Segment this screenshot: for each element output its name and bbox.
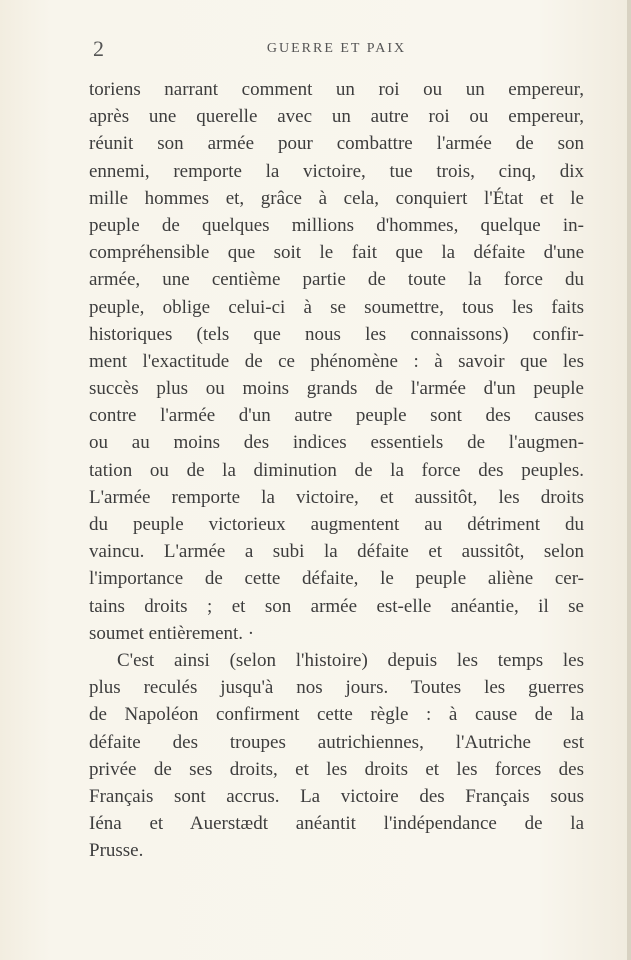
text-line: l'importance de cette défaite, le peuple aliène cer- — [89, 568, 584, 590]
text-line: toriens narrant comment un roi ou un empereur, — [89, 79, 584, 100]
text-line: mille hommes et, grâce à cela, conquiert l'État et le — [89, 187, 584, 209]
text-line: défaite des troupes autrichiennes, l'Autriche est — [89, 731, 584, 753]
text-line: ou au moins des indices essentiels de l'augmen- — [89, 432, 584, 454]
text-line: historiques (tels que nous les connaissons) confir- — [89, 323, 584, 345]
text-line: Français sont accrus. La victoire des Français sous — [89, 785, 584, 807]
body-text — [89, 76, 584, 864]
page-edge-shadow — [627, 0, 631, 960]
page-number: 2 — [93, 36, 104, 61]
text-line: soumet entièrement. · — [89, 622, 255, 644]
text-line: Iéna et Auerstædt anéantit l'indépendance de la — [89, 813, 584, 835]
text-line: C'est ainsi (selon l'histoire) depuis les temps les — [117, 649, 584, 671]
text-line: après une querelle avec un autre roi ou empereur, — [89, 106, 584, 128]
text-line: de Napoléon confirment cette règle : à cause de la — [89, 704, 584, 726]
paragraph-1 — [89, 76, 584, 647]
text-line: tation ou de la diminution de la force des peuples. — [89, 459, 584, 481]
text-line: peuple, oblige celui-ci à se soumettre, tous les faits — [89, 296, 584, 318]
text-line: peuple de quelques millions d'hommes, quelque in- — [89, 214, 584, 236]
text-line: du peuple victorieux augmentent au détriment du — [89, 514, 584, 535]
text-line: contre l'armée d'un autre peuple sont des causes — [89, 405, 584, 427]
text-line: L'armée remporte la victoire, et aussitôt, les droits — [89, 486, 584, 508]
text-line: succès plus ou moins grands de l'armée d'un peuple — [89, 378, 584, 400]
text-line: compréhensible que soit le fait que la défaite d'une — [89, 242, 584, 264]
paragraph-2 — [89, 647, 584, 865]
page-header — [89, 36, 584, 66]
text-line: vaincu. L'armée a subi la défaite et aussitôt, selon — [89, 541, 584, 563]
text-line: tains droits ; et son armée est-elle anéantie, il se — [89, 595, 584, 617]
text-line: plus reculés jusqu'à nos jours. Toutes les guerres — [89, 677, 584, 699]
text-line: ment l'exactitude de ce phénomène : à savoir que les — [89, 350, 584, 372]
text-line: réunit son armée pour combattre l'armée de son — [89, 133, 584, 155]
text-line: privée de ses droits, et les droits et les forces des — [89, 758, 584, 780]
text-line: armée, une centième partie de toute la force du — [89, 269, 584, 291]
running-title: GUERRE ET PAIX — [266, 41, 407, 56]
text-line: ennemi, remporte la victoire, tue trois, cinq, dix — [89, 160, 584, 182]
text-line: Prusse. — [89, 840, 144, 862]
